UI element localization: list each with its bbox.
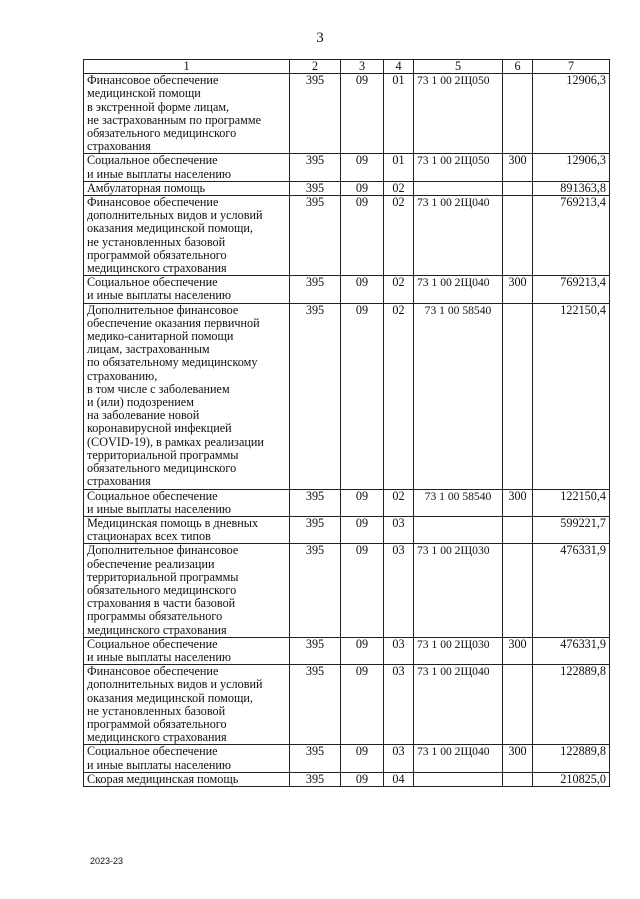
row-expense-type-cell: 300: [503, 745, 533, 772]
row-section-cell: 09: [341, 544, 384, 637]
row-target-article-cell: [414, 516, 503, 543]
row-name-cell: Дополнительное финансовое обеспечение реализации территориальной программы обязательного медицинского страхования в части базовой программы обязательного медицинского страхования: [84, 544, 290, 637]
row-target-article-cell: [414, 772, 503, 786]
row-amount-cell: 122889,8: [533, 745, 610, 772]
row-amount-cell: 769213,4: [533, 276, 610, 303]
row-subsection-cell: 02: [384, 489, 414, 516]
table-row: [84, 276, 610, 303]
table-row: [84, 665, 610, 745]
row-subsection-cell: 03: [384, 637, 414, 664]
table-header-row: [84, 60, 610, 74]
row-expense-type-cell: [503, 665, 533, 745]
row-target-article-cell: 73 1 00 58540: [414, 303, 503, 489]
row-expense-type-cell: 300: [503, 154, 533, 181]
row-amount-cell: 891363,8: [533, 181, 610, 195]
row-section-cell: 09: [341, 74, 384, 154]
row-grbs-cell: 395: [290, 74, 341, 154]
row-grbs-cell: 395: [290, 489, 341, 516]
row-grbs-cell: 395: [290, 544, 341, 637]
row-section-cell: 09: [341, 637, 384, 664]
footer-code: 2023-23: [90, 856, 124, 866]
row-amount-cell: 210825,0: [533, 772, 610, 786]
column-header: 1: [84, 60, 290, 74]
row-amount-cell: 122150,4: [533, 489, 610, 516]
row-amount-cell: 122150,4: [533, 303, 610, 489]
row-section-cell: 09: [341, 665, 384, 745]
column-header: 2: [290, 60, 341, 74]
table-body: [84, 74, 610, 787]
row-section-cell: 09: [341, 154, 384, 181]
row-target-article-cell: 73 1 00 2Щ040: [414, 745, 503, 772]
column-header: 5: [414, 60, 503, 74]
row-subsection-cell: 03: [384, 544, 414, 637]
row-name-cell: Социальное обеспечение и иные выплаты населению: [84, 154, 290, 181]
row-section-cell: 09: [341, 181, 384, 195]
row-target-article-cell: 73 1 00 2Щ040: [414, 665, 503, 745]
row-grbs-cell: 395: [290, 276, 341, 303]
row-subsection-cell: 03: [384, 665, 414, 745]
row-amount-cell: 122889,8: [533, 665, 610, 745]
table-row: [84, 745, 610, 772]
row-expense-type-cell: [503, 303, 533, 489]
table-row: [84, 489, 610, 516]
row-amount-cell: 476331,9: [533, 637, 610, 664]
row-grbs-cell: 395: [290, 196, 341, 276]
row-name-cell: Социальное обеспечение и иные выплаты населению: [84, 489, 290, 516]
table-row: [84, 154, 610, 181]
row-grbs-cell: 395: [290, 154, 341, 181]
row-target-article-cell: 73 1 00 2Щ040: [414, 196, 503, 276]
row-target-article-cell: 73 1 00 2Щ030: [414, 544, 503, 637]
row-target-article-cell: 73 1 00 2Щ040: [414, 276, 503, 303]
row-target-article-cell: [414, 181, 503, 195]
row-subsection-cell: 01: [384, 74, 414, 154]
row-amount-cell: 476331,9: [533, 544, 610, 637]
row-grbs-cell: 395: [290, 745, 341, 772]
table-row: [84, 303, 610, 489]
row-name-cell: Финансовое обеспечение медицинской помощи в экстренной форме лицам, не застрахованным по программе обязательного медицинского страхования: [84, 74, 290, 154]
table-row: [84, 74, 610, 154]
row-expense-type-cell: [503, 544, 533, 637]
row-name-cell: Социальное обеспечение и иные выплаты населению: [84, 637, 290, 664]
row-name-cell: Скорая медицинская помощь: [84, 772, 290, 786]
row-expense-type-cell: [503, 196, 533, 276]
row-expense-type-cell: 300: [503, 637, 533, 664]
row-grbs-cell: 395: [290, 181, 341, 195]
table-row: [84, 772, 610, 786]
row-name-cell: Социальное обеспечение и иные выплаты населению: [84, 276, 290, 303]
row-subsection-cell: 02: [384, 303, 414, 489]
row-target-article-cell: 73 1 00 58540: [414, 489, 503, 516]
row-name-cell: Амбулаторная помощь: [84, 181, 290, 195]
table-row: [84, 516, 610, 543]
budget-table: [83, 59, 610, 787]
row-name-cell: Финансовое обеспечение дополнительных видов и условий оказания медицинской помощи, не установленных базовой программой обязательного медицинского страхования: [84, 665, 290, 745]
row-section-cell: 09: [341, 303, 384, 489]
row-expense-type-cell: [503, 74, 533, 154]
row-section-cell: 09: [341, 196, 384, 276]
table-row: [84, 181, 610, 195]
column-header: 3: [341, 60, 384, 74]
row-subsection-cell: 03: [384, 516, 414, 543]
row-subsection-cell: 03: [384, 745, 414, 772]
row-section-cell: 09: [341, 516, 384, 543]
page-number: 3: [316, 30, 324, 46]
row-amount-cell: 599221,7: [533, 516, 610, 543]
row-target-article-cell: 73 1 00 2Щ030: [414, 637, 503, 664]
row-amount-cell: 12906,3: [533, 154, 610, 181]
row-target-article-cell: 73 1 00 2Щ050: [414, 154, 503, 181]
row-grbs-cell: 395: [290, 516, 341, 543]
row-grbs-cell: 395: [290, 772, 341, 786]
row-name-cell: Дополнительное финансовое обеспечение оказания первичной медико-санитарной помощи лицам, застрахованным по обязательному медицинскому страхованию, в том числе с заболеванием и (или) подозрением на заболевание новой коронавирусной инфекцией (COVID-19), в рамках реализации территориальной программы обязательного медицинского страхования: [84, 303, 290, 489]
row-section-cell: 09: [341, 772, 384, 786]
row-grbs-cell: 395: [290, 637, 341, 664]
row-subsection-cell: 02: [384, 196, 414, 276]
table-row: [84, 637, 610, 664]
table-row: [84, 196, 610, 276]
column-header: 4: [384, 60, 414, 74]
row-subsection-cell: 04: [384, 772, 414, 786]
row-subsection-cell: 01: [384, 154, 414, 181]
row-expense-type-cell: 300: [503, 276, 533, 303]
column-header: 7: [533, 60, 610, 74]
row-expense-type-cell: [503, 181, 533, 195]
row-subsection-cell: 02: [384, 276, 414, 303]
row-section-cell: 09: [341, 489, 384, 516]
row-expense-type-cell: 300: [503, 489, 533, 516]
row-name-cell: Финансовое обеспечение дополнительных видов и условий оказания медицинской помощи, не установленных базовой программой обязательного медицинского страхования: [84, 196, 290, 276]
row-grbs-cell: 395: [290, 665, 341, 745]
row-name-cell: Медицинская помощь в дневных стационарах всех типов: [84, 516, 290, 543]
table-row: [84, 544, 610, 637]
row-name-cell: Социальное обеспечение и иные выплаты населению: [84, 745, 290, 772]
row-section-cell: 09: [341, 745, 384, 772]
row-expense-type-cell: [503, 516, 533, 543]
row-grbs-cell: 395: [290, 303, 341, 489]
row-subsection-cell: 02: [384, 181, 414, 195]
column-header: 6: [503, 60, 533, 74]
row-expense-type-cell: [503, 772, 533, 786]
row-amount-cell: 769213,4: [533, 196, 610, 276]
row-section-cell: 09: [341, 276, 384, 303]
row-target-article-cell: 73 1 00 2Щ050: [414, 74, 503, 154]
row-amount-cell: 12906,3: [533, 74, 610, 154]
